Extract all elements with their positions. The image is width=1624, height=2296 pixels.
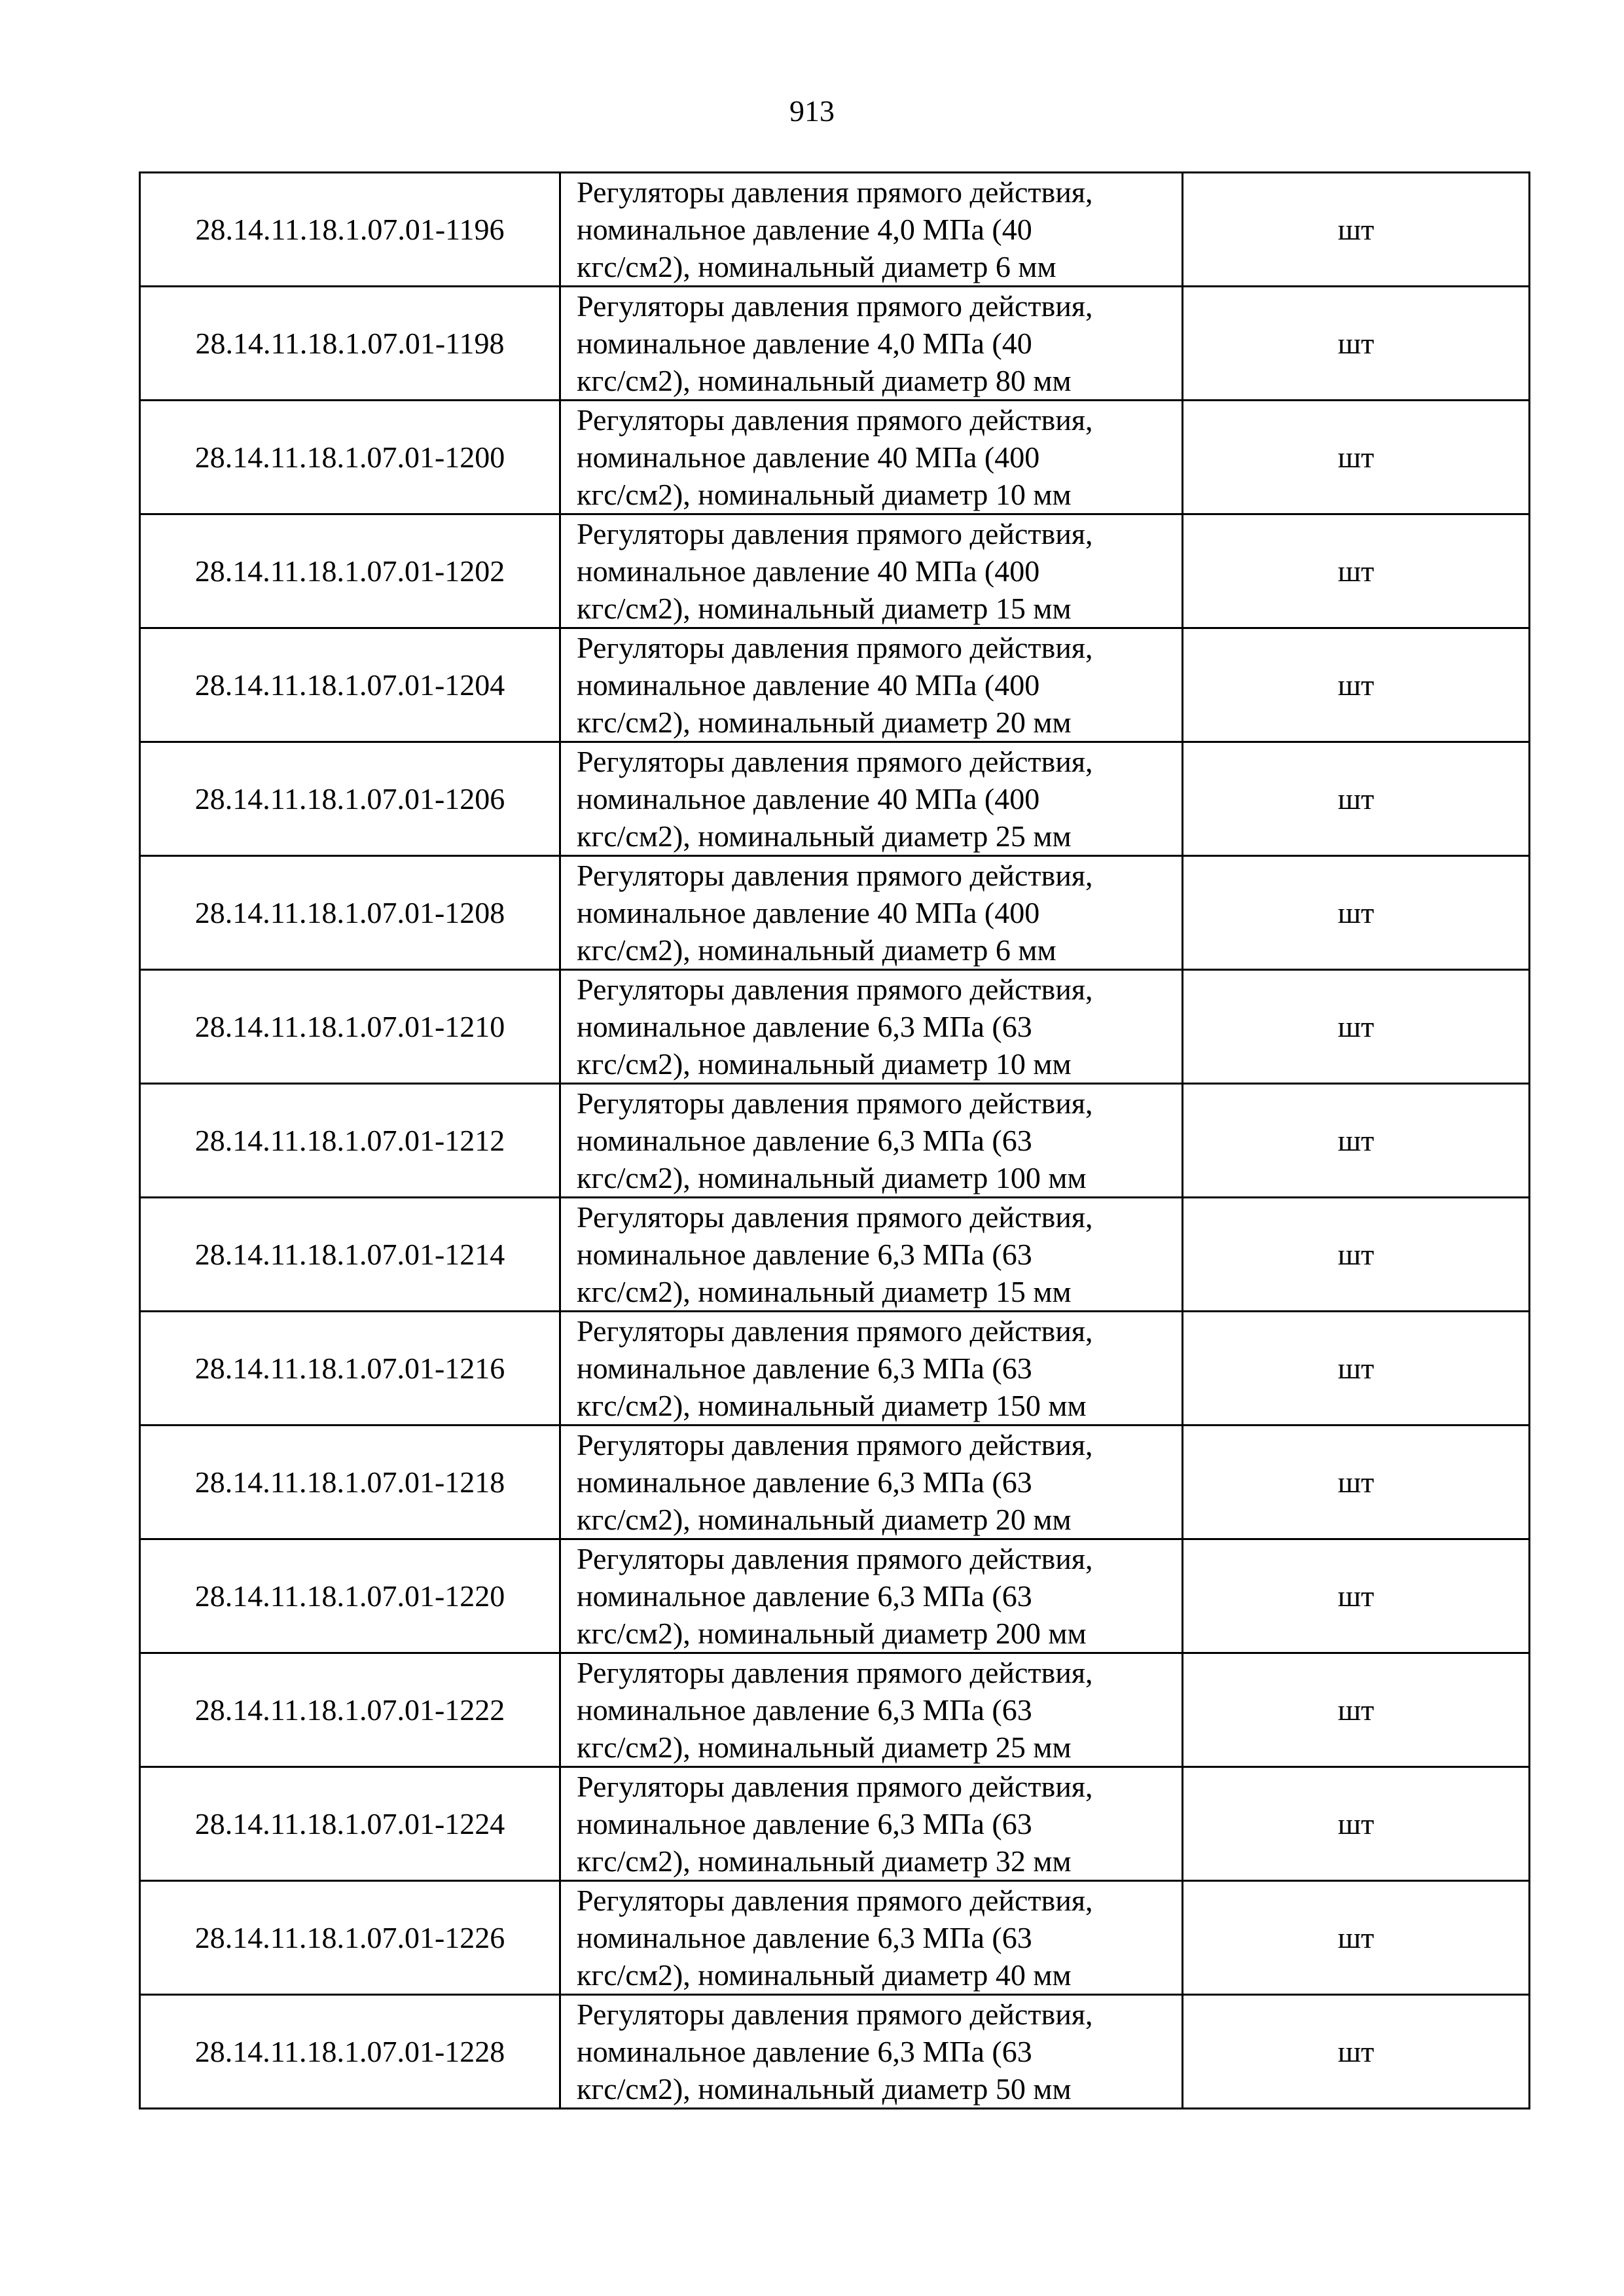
description-line: номинальное давление 6,3 МПа (63	[577, 1238, 1032, 1271]
description-line: Регуляторы давления прямого действия,	[577, 1998, 1093, 2031]
unit-cell: шт	[1183, 628, 1530, 742]
item-description-cell	[560, 287, 1183, 401]
item-description-cell	[560, 173, 1183, 287]
description-line: номинальное давление 6,3 МПа (63	[577, 1807, 1032, 1840]
description-line: номинальное давление 6,3 МПа (63	[577, 1921, 1032, 1954]
description-line: кгс/см2), номинальный диаметр 6 мм	[577, 250, 1056, 283]
catalog-table	[139, 171, 1530, 2109]
description-line: номинальное давление 6,3 МПа (63	[577, 1693, 1032, 1727]
item-description-cell	[560, 1539, 1183, 1653]
description-line: Регуляторы давления прямого действия,	[577, 1314, 1093, 1348]
unit-cell: шт	[1183, 1084, 1530, 1198]
item-description-cell	[560, 1995, 1183, 2109]
table-row	[140, 856, 1530, 970]
table-row	[140, 1539, 1530, 1653]
item-code-cell: 28.14.11.18.1.07.01-1204	[140, 628, 560, 742]
description-line: номинальное давление 6,3 МПа (63	[577, 1124, 1032, 1157]
description-line: Регуляторы давления прямого действия,	[577, 517, 1093, 550]
description-line: Регуляторы давления прямого действия,	[577, 289, 1093, 323]
description-line: Регуляторы давления прямого действия,	[577, 1200, 1093, 1234]
description-line: номинальное давление 6,3 МПа (63	[577, 1352, 1032, 1385]
description-line: кгс/см2), номинальный диаметр 6 мм	[577, 933, 1056, 967]
unit-cell: шт	[1183, 1881, 1530, 1995]
description-line: Регуляторы давления прямого действия,	[577, 1542, 1093, 1575]
item-description-cell	[560, 1312, 1183, 1426]
description-line: кгс/см2), номинальный диаметр 100 мм	[577, 1161, 1087, 1194]
description-line: кгс/см2), номинальный диаметр 40 мм	[577, 1958, 1072, 1992]
description-line: номинальное давление 4,0 МПа (40	[577, 213, 1032, 246]
description-line: номинальное давление 40 МПа (400	[577, 668, 1040, 702]
description-line: номинальное давление 40 МПа (400	[577, 896, 1040, 929]
description-line: номинальное давление 40 МПа (400	[577, 554, 1040, 588]
table-row	[140, 173, 1530, 287]
unit-cell: шт	[1183, 970, 1530, 1084]
table-row	[140, 1767, 1530, 1881]
item-description-cell	[560, 1084, 1183, 1198]
item-code-cell: 28.14.11.18.1.07.01-1198	[140, 287, 560, 401]
unit-cell: шт	[1183, 1198, 1530, 1312]
item-description-cell	[560, 1426, 1183, 1539]
description-line: номинальное давление 40 МПа (400	[577, 782, 1040, 816]
item-description-cell	[560, 1767, 1183, 1881]
unit-cell: шт	[1183, 1312, 1530, 1426]
description-line: кгс/см2), номинальный диаметр 25 мм	[577, 819, 1072, 853]
description-line: Регуляторы давления прямого действия,	[577, 1656, 1093, 1689]
description-line: Регуляторы давления прямого действия,	[577, 1884, 1093, 1917]
description-line: Регуляторы давления прямого действия,	[577, 745, 1093, 778]
description-line: номинальное давление 6,3 МПа (63	[577, 1579, 1032, 1613]
description-line: кгс/см2), номинальный диаметр 20 мм	[577, 706, 1072, 739]
description-line: кгс/см2), номинальный диаметр 20 мм	[577, 1503, 1072, 1536]
page-number: 913	[789, 94, 835, 128]
table-row	[140, 970, 1530, 1084]
item-description-cell	[560, 628, 1183, 742]
unit-cell: шт	[1183, 287, 1530, 401]
table-row	[140, 1198, 1530, 1312]
table-row	[140, 742, 1530, 856]
description-line: кгс/см2), номинальный диаметр 15 мм	[577, 1275, 1072, 1308]
item-description-cell	[560, 742, 1183, 856]
item-code-cell: 28.14.11.18.1.07.01-1216	[140, 1312, 560, 1426]
description-line: кгс/см2), номинальный диаметр 10 мм	[577, 478, 1072, 511]
item-code-cell: 28.14.11.18.1.07.01-1210	[140, 970, 560, 1084]
table-row	[140, 1084, 1530, 1198]
table-row	[140, 514, 1530, 628]
catalog-table-body	[140, 173, 1530, 2109]
item-description-cell	[560, 1198, 1183, 1312]
item-description-cell	[560, 514, 1183, 628]
description-line: кгс/см2), номинальный диаметр 25 мм	[577, 1731, 1072, 1764]
item-code-cell: 28.14.11.18.1.07.01-1200	[140, 401, 560, 514]
description-line: Регуляторы давления прямого действия,	[577, 1428, 1093, 1462]
item-code-cell: 28.14.11.18.1.07.01-1212	[140, 1084, 560, 1198]
description-line: номинальное давление 40 МПа (400	[577, 440, 1040, 474]
table-row	[140, 287, 1530, 401]
unit-cell: шт	[1183, 856, 1530, 970]
item-code-cell: 28.14.11.18.1.07.01-1196	[140, 173, 560, 287]
description-line: кгс/см2), номинальный диаметр 150 мм	[577, 1389, 1087, 1422]
unit-cell: шт	[1183, 401, 1530, 514]
item-code-cell: 28.14.11.18.1.07.01-1226	[140, 1881, 560, 1995]
description-line: номинальное давление 6,3 МПа (63	[577, 2035, 1032, 2068]
item-code-cell: 28.14.11.18.1.07.01-1214	[140, 1198, 560, 1312]
table-row	[140, 1995, 1530, 2109]
table-row	[140, 1426, 1530, 1539]
item-description-cell	[560, 1653, 1183, 1767]
table-row	[140, 1881, 1530, 1995]
unit-cell: шт	[1183, 173, 1530, 287]
unit-cell: шт	[1183, 1539, 1530, 1653]
unit-cell: шт	[1183, 1995, 1530, 2109]
item-description-cell	[560, 1881, 1183, 1995]
unit-cell: шт	[1183, 1767, 1530, 1881]
item-description-cell	[560, 856, 1183, 970]
description-line: кгс/см2), номинальный диаметр 15 мм	[577, 592, 1072, 625]
item-description-cell	[560, 401, 1183, 514]
description-line: Регуляторы давления прямого действия,	[577, 631, 1093, 664]
item-description-cell	[560, 970, 1183, 1084]
item-code-cell: 28.14.11.18.1.07.01-1206	[140, 742, 560, 856]
item-code-cell: 28.14.11.18.1.07.01-1220	[140, 1539, 560, 1653]
description-line: кгс/см2), номинальный диаметр 32 мм	[577, 1844, 1072, 1878]
unit-cell: шт	[1183, 742, 1530, 856]
description-line: кгс/см2), номинальный диаметр 50 мм	[577, 2072, 1072, 2106]
description-line: Регуляторы давления прямого действия,	[577, 175, 1093, 209]
description-line: Регуляторы давления прямого действия,	[577, 859, 1093, 892]
table-row	[140, 1312, 1530, 1426]
description-line: Регуляторы давления прямого действия,	[577, 403, 1093, 437]
item-code-cell: 28.14.11.18.1.07.01-1222	[140, 1653, 560, 1767]
description-line: Регуляторы давления прямого действия,	[577, 1770, 1093, 1803]
description-line: Регуляторы давления прямого действия,	[577, 973, 1093, 1006]
description-line: кгс/см2), номинальный диаметр 200 мм	[577, 1617, 1087, 1650]
description-line: номинальное давление 4,0 МПа (40	[577, 327, 1032, 360]
unit-cell: шт	[1183, 514, 1530, 628]
unit-cell: шт	[1183, 1653, 1530, 1767]
description-line: кгс/см2), номинальный диаметр 10 мм	[577, 1047, 1072, 1081]
unit-cell: шт	[1183, 1426, 1530, 1539]
table-row	[140, 401, 1530, 514]
item-code-cell: 28.14.11.18.1.07.01-1202	[140, 514, 560, 628]
table-row	[140, 628, 1530, 742]
description-line: номинальное давление 6,3 МПа (63	[577, 1010, 1032, 1043]
description-line: Регуляторы давления прямого действия,	[577, 1086, 1093, 1120]
item-code-cell: 28.14.11.18.1.07.01-1208	[140, 856, 560, 970]
table-row	[140, 1653, 1530, 1767]
description-line: номинальное давление 6,3 МПа (63	[577, 1465, 1032, 1499]
item-code-cell: 28.14.11.18.1.07.01-1228	[140, 1995, 560, 2109]
item-code-cell: 28.14.11.18.1.07.01-1224	[140, 1767, 560, 1881]
description-line: кгс/см2), номинальный диаметр 80 мм	[577, 364, 1072, 397]
item-code-cell: 28.14.11.18.1.07.01-1218	[140, 1426, 560, 1539]
